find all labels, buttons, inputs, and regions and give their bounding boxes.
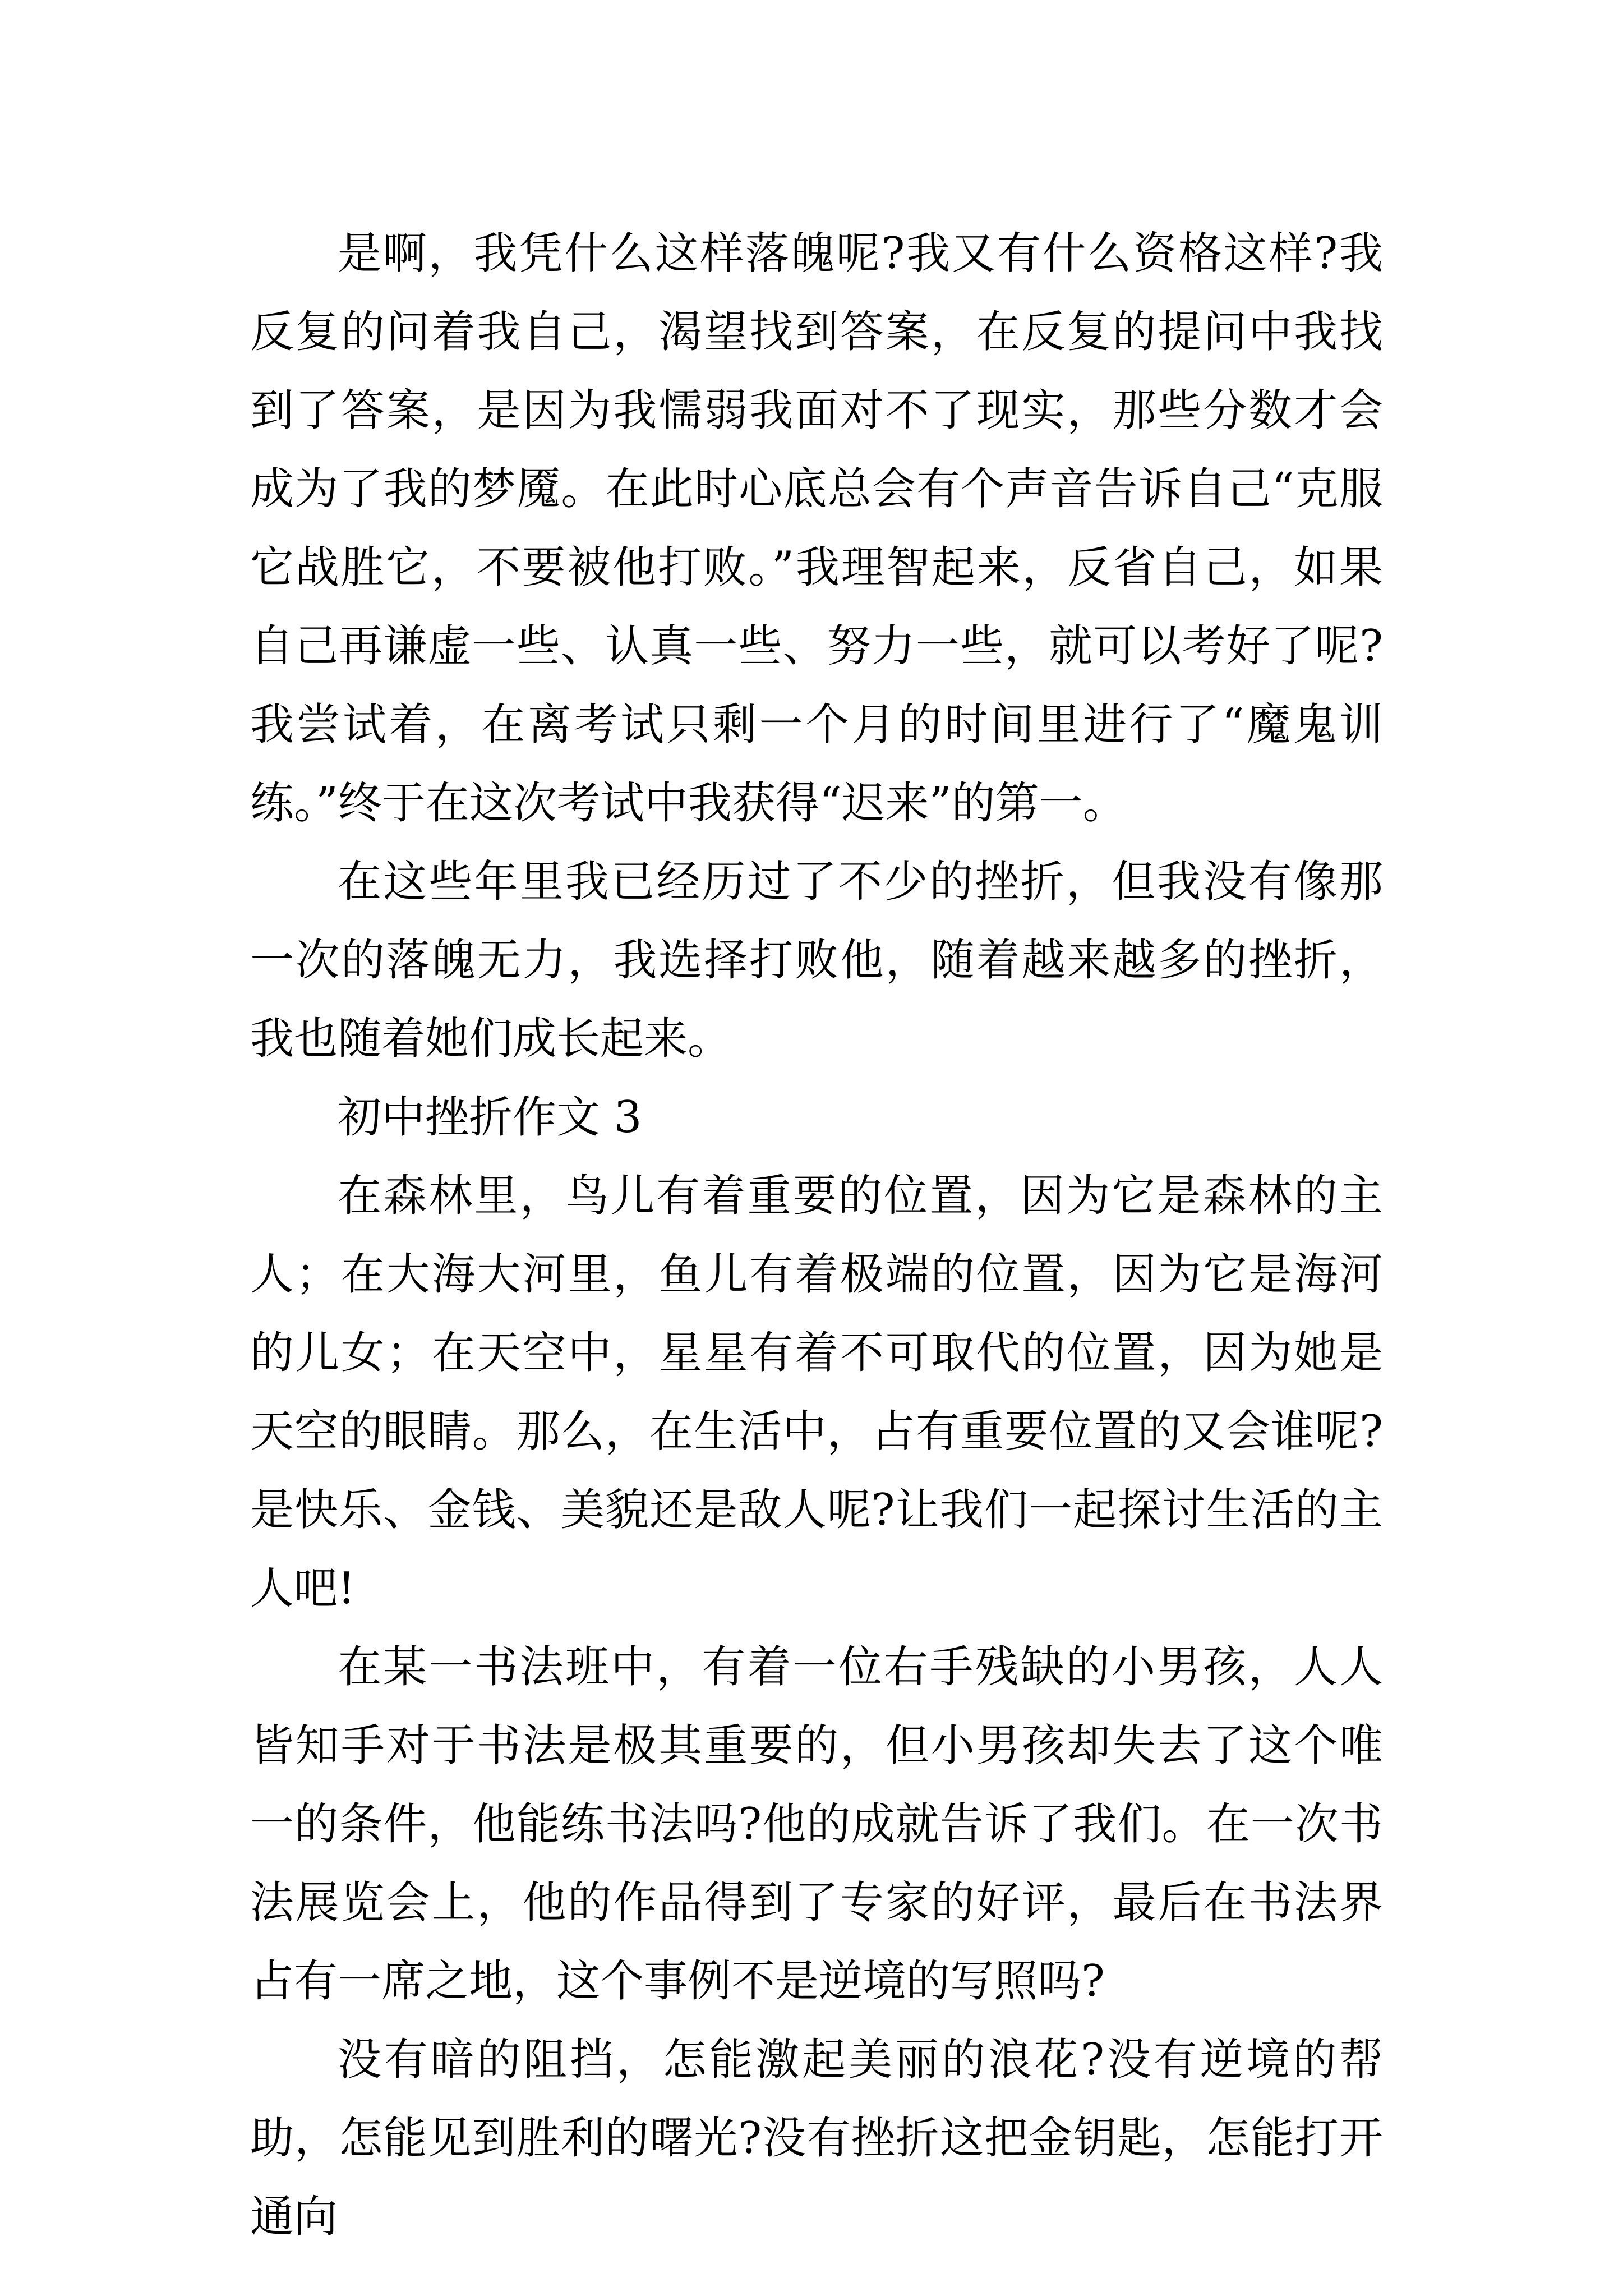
paragraph-4: 在某一书法班中，有着一位右手残缺的小男孩，人人皆知手对于书法是极其重要的，但小男孩却失去了这个唯一的条件，他能练书法吗?他的成就告诉了我们。在一次书法展览会上，他的作品得到了专家的好评，最后在书法界占有一席之地，这个事例不是逆境的写照吗?: [250, 1642, 1383, 2007]
paragraph-3: 在森林里，鸟儿有着重要的位置，因为它是森林的主人；在大海大河里，鱼儿有着极端的位置，因为它是海河的儿女；在天空中，星星有着不可取代的位置，因为她是天空的眼睛。那么，在生活中，占有重要位置的又会谁呢?是快乐、金钱、美貌还是敌人呢?让我们一起探讨生活的主人吧!: [250, 1171, 1383, 1614]
paragraph-2: 在这些年里我已经历过了不少的挫折，但我没有像那一次的落魄无力，我选择打败他，随着越来越多的挫折，我也随着她们成长起来。: [250, 857, 1383, 1064]
paragraph-5: 没有暗的阻挡，怎能激起美丽的浪花?没有逆境的帮助，怎能见到胜利的曙光?没有挫折这把金钥匙，怎能打开通向: [250, 2035, 1383, 2242]
document-body: [250, 214, 1383, 2256]
paragraph-1: 是啊，我凭什么这样落魄呢?我又有什么资格这样?我反复的问着我自己，渴望找到答案，在反复的提问中我找到了答案，是因为我懦弱我面对不了现实，那些分数才会成为了我的梦魇。在此时心底总会有个声音告诉自己“克服它战胜它，不要被他打败。”我理智起来，反省自己，如果自己再谦虚一些、认真一些、努力一些，就可以考好了呢?我尝试着，在离考试只剩一个月的时间里进行了“魔鬼训练。”终于在这次考试中我获得“迟来”的第一。: [250, 228, 1383, 829]
section-heading: 初中挫折作文 3: [338, 1092, 642, 1143]
